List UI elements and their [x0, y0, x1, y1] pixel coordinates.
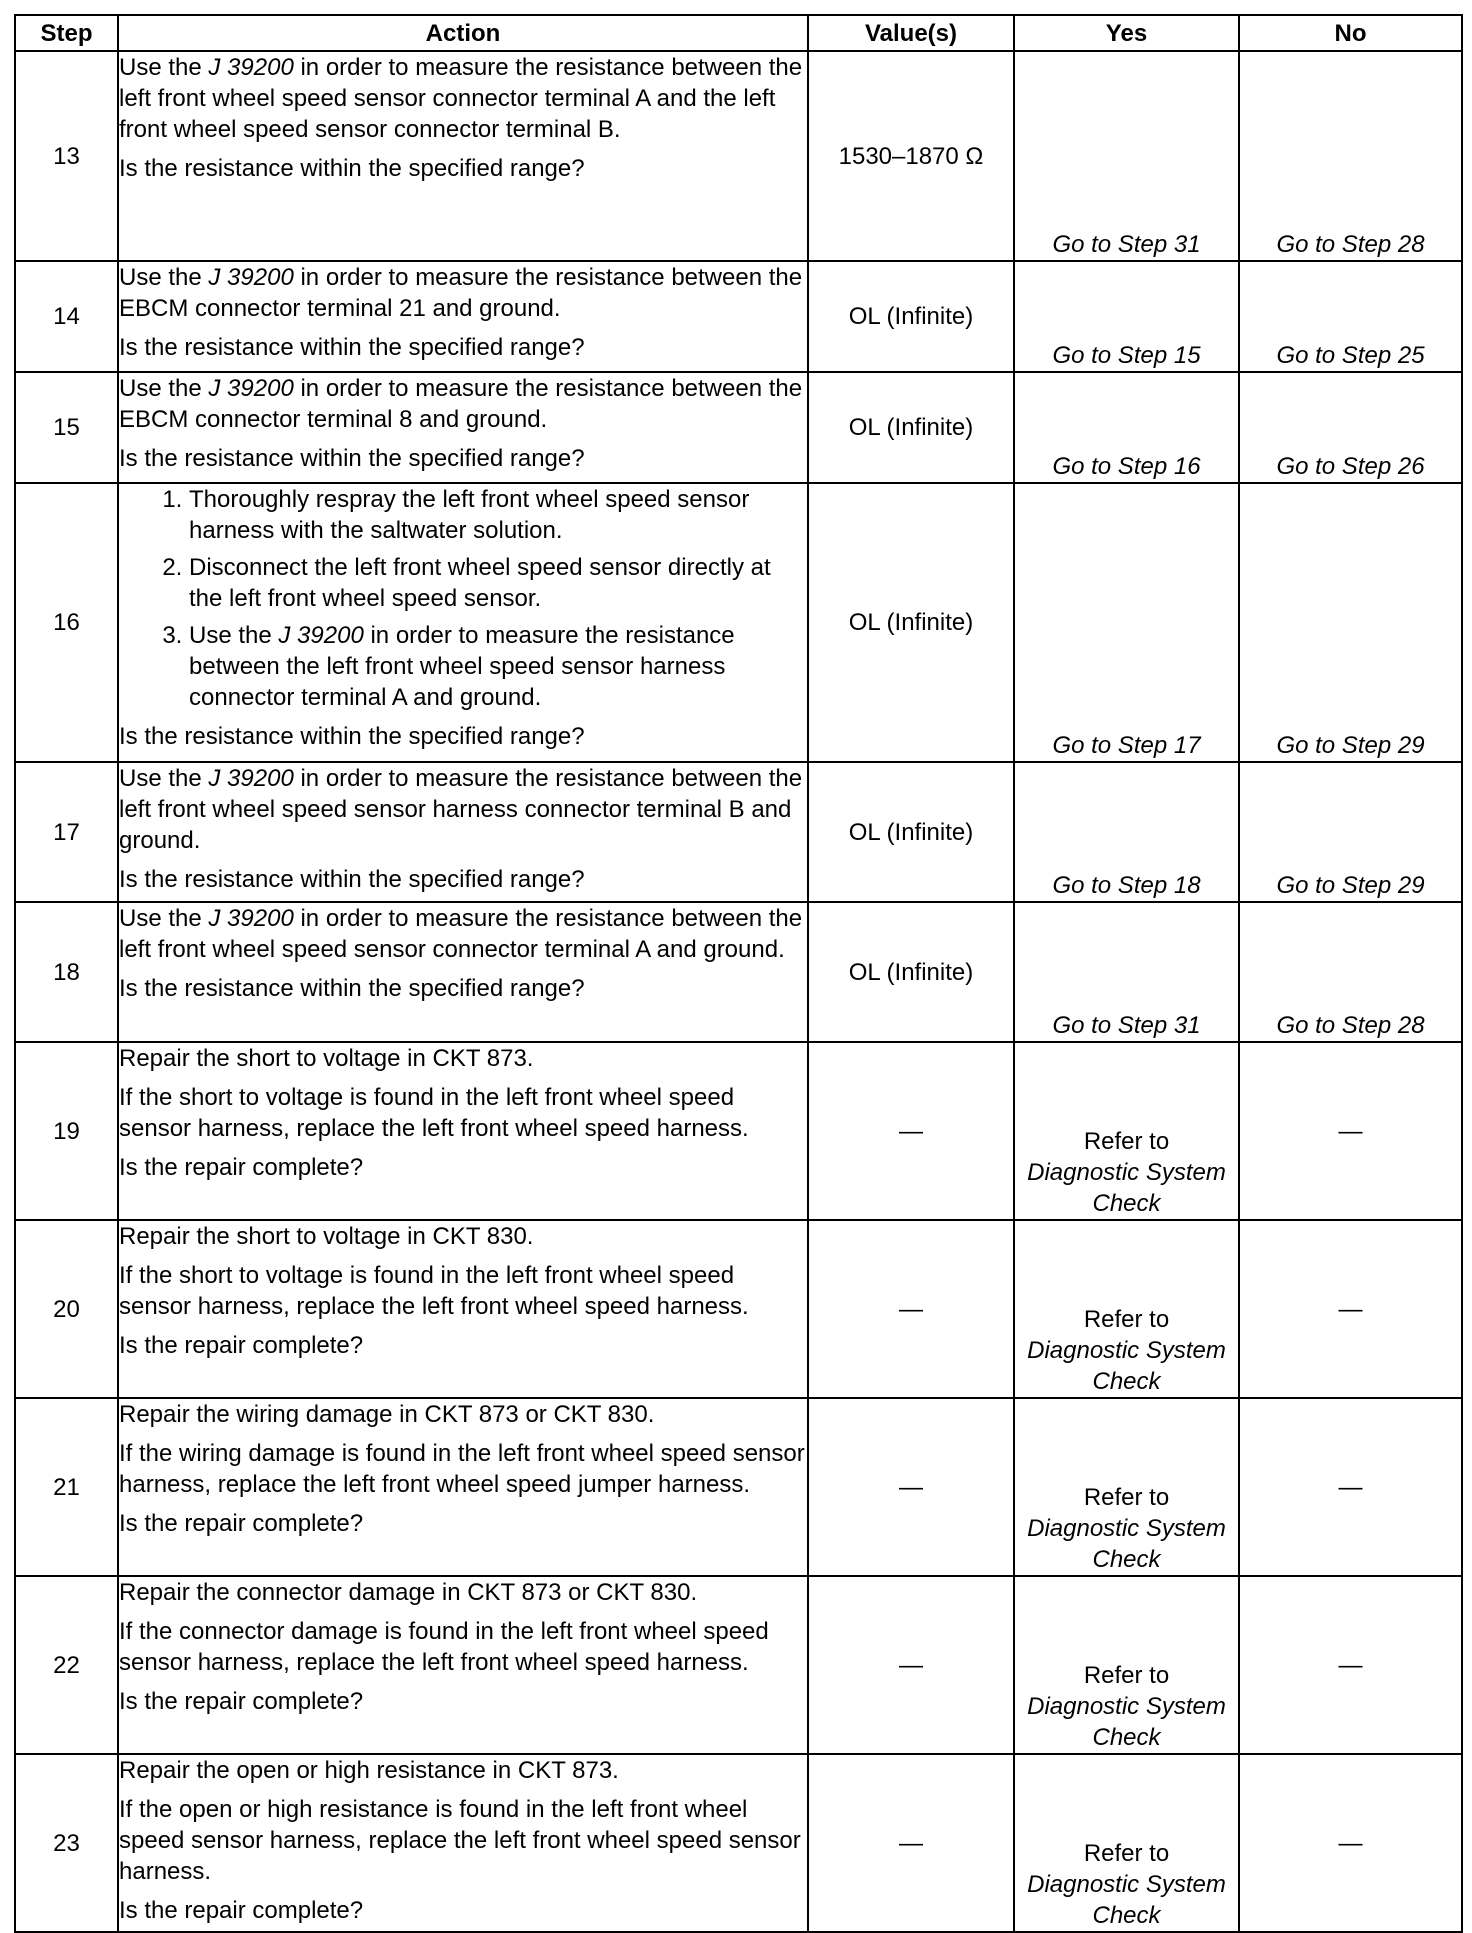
yes-cell: Go to Step 17 — [1014, 483, 1239, 762]
action-question: Is the repair complete? — [119, 1510, 364, 1537]
action-instruction: Use the J 39200 in order to measure the resistance between the EBCM connector terminal 21 and ground. — [119, 264, 803, 322]
step-number: 19 — [15, 1042, 118, 1220]
value-cell: OL (Infinite) — [808, 483, 1014, 762]
step-number: 21 — [15, 1398, 118, 1576]
header-row — [15, 15, 1462, 51]
yes-cell: Go to Step 18 — [1014, 762, 1239, 902]
tool-name: J 39200 — [278, 622, 364, 649]
diagnostic-system-check-link: Diagnostic System Check — [1027, 1693, 1226, 1751]
yes-cell: Go to Step 31 — [1014, 902, 1239, 1042]
action-instruction: Repair the short to voltage in CKT 830. — [119, 1223, 534, 1250]
action-cell — [118, 762, 808, 902]
no-cell: Go to Step 29 — [1239, 762, 1462, 902]
action-cell — [118, 1754, 808, 1932]
action-cell — [118, 902, 808, 1042]
header-no: No — [1239, 15, 1462, 51]
action-instruction: Repair the wiring damage in CKT 873 or CKT 830. — [119, 1401, 655, 1428]
value-cell: — — [808, 1042, 1014, 1220]
diagnostic-system-check-link: Diagnostic System Check — [1027, 1515, 1226, 1573]
step-number: 16 — [15, 483, 118, 762]
action-question: Is the resistance within the specified range? — [119, 723, 585, 750]
value-cell: OL (Infinite) — [808, 261, 1014, 372]
tool-name: J 39200 — [208, 54, 294, 81]
step-number: 17 — [15, 762, 118, 902]
refer-to-text: Refer to — [1083, 1128, 1170, 1155]
yes-cell — [1014, 1398, 1239, 1576]
action-instruction: Repair the open or high resistance in CKT 873. — [119, 1757, 619, 1784]
action-question: Is the repair complete? — [119, 1688, 364, 1715]
action-condition: If the wiring damage is found in the left front wheel speed sensor harness, replace the left front wheel speed jumper harness. — [119, 1440, 805, 1498]
action-cell — [118, 1220, 808, 1398]
value-cell: 1530–1870 Ω — [808, 51, 1014, 261]
list-item: 3. Use the J 39200 in order to measure the resistance between the left front wheel speed sensor harness connector terminal A and ground. — [189, 620, 807, 713]
action-cell — [118, 1576, 808, 1754]
action-instruction: Use the J 39200 in order to measure the resistance between the left front wheel speed sensor harness connector terminal B and ground. — [119, 765, 803, 854]
value-cell: — — [808, 1576, 1014, 1754]
table-row — [15, 1398, 1462, 1576]
refer-to-text: Refer to — [1083, 1306, 1170, 1333]
step-number: 15 — [15, 372, 118, 483]
action-condition: If the open or high resistance is found in the left front wheel speed sensor harness, replace the left front wheel speed sensor harness. — [119, 1796, 801, 1885]
procedure-list — [119, 484, 807, 713]
no-cell: — — [1239, 1754, 1462, 1932]
action-question: Is the repair complete? — [119, 1154, 364, 1181]
action-question: Is the resistance within the specified range? — [119, 334, 585, 361]
action-instruction: Repair the short to voltage in CKT 873. — [119, 1045, 534, 1072]
table-row — [15, 762, 1462, 902]
no-cell: — — [1239, 1220, 1462, 1398]
no-cell: Go to Step 26 — [1239, 372, 1462, 483]
diagnostic-system-check-link: Diagnostic System Check — [1027, 1159, 1226, 1217]
value-cell: OL (Infinite) — [808, 762, 1014, 902]
yes-cell — [1014, 1220, 1239, 1398]
yes-cell: Go to Step 31 — [1014, 51, 1239, 261]
table-row — [15, 1220, 1462, 1398]
tool-name: J 39200 — [208, 765, 294, 792]
action-question: Is the repair complete? — [119, 1897, 364, 1924]
yes-cell — [1014, 1042, 1239, 1220]
action-instruction: Use the J 39200 in order to measure the resistance between the EBCM connector terminal 8 and ground. — [119, 375, 803, 433]
no-cell: Go to Step 25 — [1239, 261, 1462, 372]
header-yes: Yes — [1014, 15, 1239, 51]
table-row — [15, 1754, 1462, 1932]
step-number: 18 — [15, 902, 118, 1042]
step-number: 23 — [15, 1754, 118, 1932]
header-step: Step — [15, 15, 118, 51]
table-row — [15, 261, 1462, 372]
action-cell — [118, 1042, 808, 1220]
action-cell — [118, 51, 808, 261]
value-cell: — — [808, 1220, 1014, 1398]
step-number: 20 — [15, 1220, 118, 1398]
action-condition: If the short to voltage is found in the left front wheel speed sensor harness, replace the left front wheel speed harness. — [119, 1262, 749, 1320]
step-number: 13 — [15, 51, 118, 261]
diagnostic-table — [14, 14, 1463, 1933]
value-cell: OL (Infinite) — [808, 372, 1014, 483]
value-cell: — — [808, 1398, 1014, 1576]
table-row — [15, 902, 1462, 1042]
diagnostic-system-check-link: Diagnostic System Check — [1027, 1337, 1226, 1395]
table-row — [15, 372, 1462, 483]
yes-cell: Go to Step 16 — [1014, 372, 1239, 483]
action-cell — [118, 261, 808, 372]
action-condition: If the short to voltage is found in the left front wheel speed sensor harness, replace the left front wheel speed harness. — [119, 1084, 749, 1142]
action-question: Is the resistance within the specified range? — [119, 155, 585, 182]
no-cell: Go to Step 29 — [1239, 483, 1462, 762]
diagnostic-system-check-link: Diagnostic System Check — [1027, 1871, 1226, 1929]
tool-name: J 39200 — [208, 375, 294, 402]
list-item: 2. Disconnect the left front wheel speed sensor directly at the left front wheel speed sensor. — [189, 552, 807, 614]
action-question: Is the resistance within the specified range? — [119, 445, 585, 472]
action-cell — [118, 483, 808, 762]
header-value: Value(s) — [808, 15, 1014, 51]
refer-to-text: Refer to — [1083, 1662, 1170, 1689]
yes-cell — [1014, 1576, 1239, 1754]
table-row — [15, 483, 1462, 762]
header-action: Action — [118, 15, 808, 51]
action-question: Is the repair complete? — [119, 1332, 364, 1359]
action-cell — [118, 372, 808, 483]
table-row — [15, 51, 1462, 261]
no-cell: Go to Step 28 — [1239, 902, 1462, 1042]
action-instruction: Use the J 39200 in order to measure the resistance between the left front wheel speed sensor connector terminal A and ground. — [119, 905, 803, 963]
no-cell: — — [1239, 1398, 1462, 1576]
action-condition: If the connector damage is found in the left front wheel speed sensor harness, replace the left front wheel speed harness. — [119, 1618, 769, 1676]
table-row — [15, 1042, 1462, 1220]
no-cell: — — [1239, 1576, 1462, 1754]
list-item: 1. Thoroughly respray the left front wheel speed sensor harness with the saltwater solution. — [189, 484, 807, 546]
no-cell: Go to Step 28 — [1239, 51, 1462, 261]
step-number: 22 — [15, 1576, 118, 1754]
table-row — [15, 1576, 1462, 1754]
value-cell: — — [808, 1754, 1014, 1932]
no-cell: — — [1239, 1042, 1462, 1220]
action-instruction: Use the J 39200 in order to measure the resistance between the left front wheel speed sensor connector terminal A and the left front wheel speed sensor connector terminal B. — [119, 54, 803, 143]
refer-to-text: Refer to — [1083, 1840, 1170, 1867]
value-cell: OL (Infinite) — [808, 902, 1014, 1042]
action-question: Is the resistance within the specified range? — [119, 866, 585, 893]
action-cell — [118, 1398, 808, 1576]
tool-name: J 39200 — [208, 905, 294, 932]
action-question: Is the resistance within the specified range? — [119, 975, 585, 1002]
action-instruction: Repair the connector damage in CKT 873 or CKT 830. — [119, 1579, 698, 1606]
tool-name: J 39200 — [208, 264, 294, 291]
yes-cell — [1014, 1754, 1239, 1932]
yes-cell: Go to Step 15 — [1014, 261, 1239, 372]
step-number: 14 — [15, 261, 118, 372]
refer-to-text: Refer to — [1083, 1484, 1170, 1511]
